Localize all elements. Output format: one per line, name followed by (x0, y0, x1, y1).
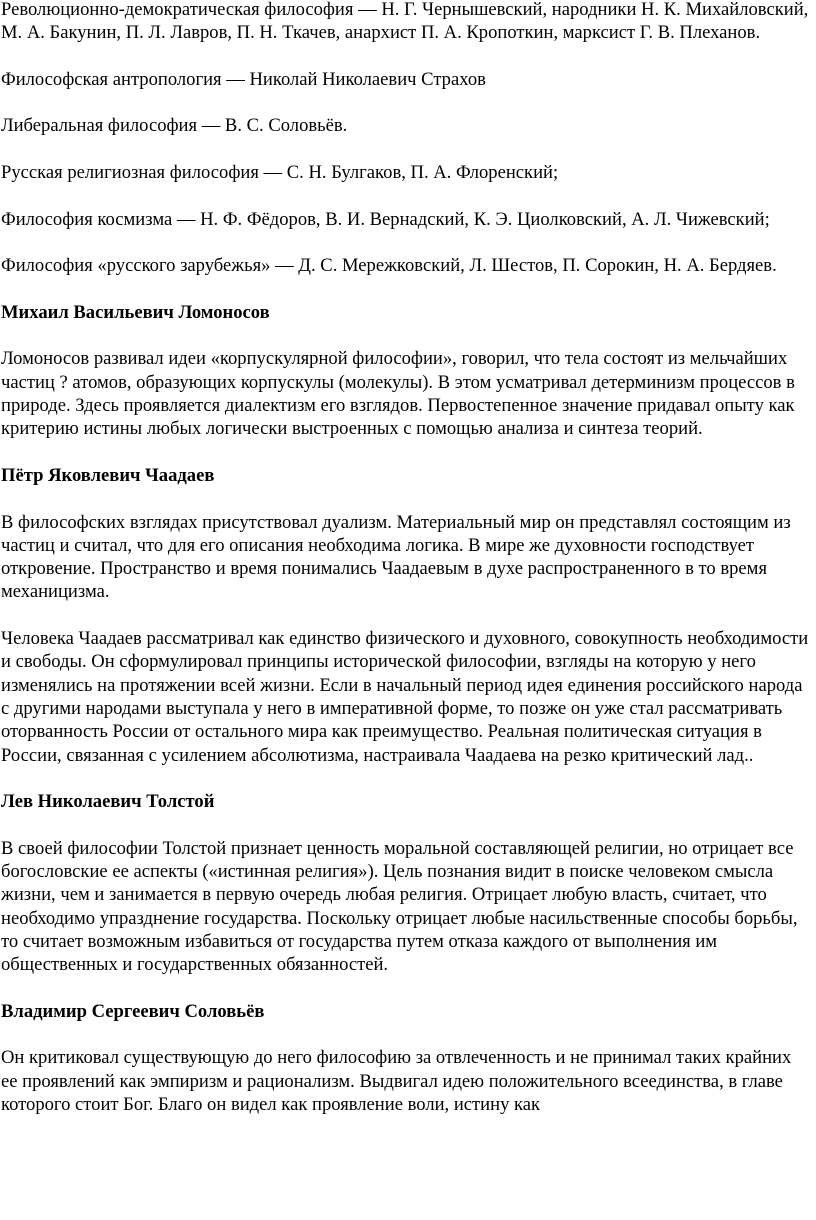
section-heading-tolstoy: Лев Николаевич Толстой (1, 791, 215, 813)
intro-paragraph-2: Философская антропология — Николай Николаевич Страхов (1, 68, 486, 90)
intro-paragraph-5: Философия космизма — Н. Ф. Фёдоров, В. И. Вернадский, К. Э. Циолковский, А. Л. Чижевский; (1, 208, 770, 230)
intro-paragraph-3: Либеральная философия — В. С. Соловьёв. (1, 115, 348, 137)
section-paragraph-solovyov-1: Он критиковал существующую до него философию за отвлеченность и не принимал таких крайних ее проявлений как эмпиризм и рационализм. Выдвигал идею положительного всеединства, в главе которого стоит Бог. Благо он видел как проявление воли, истину как (1, 1047, 792, 1115)
section-heading-chaadaev: Пётр Яковлевич Чаадаев (1, 464, 215, 486)
section-paragraph-tolstoy-1: В своей философии Толстой признает ценность моральной составляющей религии, но отрицает все богословские ее аспекты («истинная религия»). Цель познания видит в поиске человеком смысла жизни, чем и занимается в первую очередь любая религия. Отрицает любую власть, считает, что необходимо упразднение государства. Поскольку отрицает любые насильственные способы борьбы, то считает возможным избавиться от государства путем отказа каждого от выполнения им общественных и государственных обязанностей. (1, 837, 798, 976)
intro-paragraph-6: Философия «русского зарубежья» — Д. С. Мережковский, Л. Шестов, П. Сорокин, Н. А. Бердяев. (1, 255, 777, 277)
section-heading-solovyov: Владимир Сергеевич Соловьёв (1, 1000, 265, 1022)
section-paragraph-chaadaev-1: В философских взглядах присутствовал дуализм. Материальный мир он представлял состоящим из частиц и считал, что для его описания необходима логика. В мире же духовности господствует откровение. Пространство и время понимались Чаадаевым в духе распространенного в то время механицизма. (1, 511, 791, 603)
intro-paragraph-4: Русская религиозная философия — С. Н. Булгаков, П. А. Флоренский; (1, 162, 559, 184)
section-heading-lomonosov: Михаил Васильевич Ломоносов (1, 301, 270, 323)
section-paragraph-lomonosov-1: Ломоносов развивал идеи «корпускулярной философии», говорил, что тела состоят из мельчайших частиц ? атомов, образующих корпускулы (молекулы). В этом усматривал детерминизм процессов в природе. Здесь проявляется диалектизм его взглядов. Первостепенное значение придавал опыту как критерию истины любых логически выстроенных с помощью анализа и синтеза теорий. (1, 348, 795, 440)
section-paragraph-chaadaev-2: Человека Чаадаев рассматривал как единство физического и духовного, совокупность необходимости и свободы. Он сформулировал принципы исторической философии, взгляды на которую у него изменялись на протяжении всей жизни. Если в начальный период идея единения российского народа с другими народами выступала у него в императивной форме, то позже он уже стал рассматривать оторванность России от остального мира как преимущество. Реальная политическая ситуация в России, связанная с усилением абсолютизма, настраивала Чаадаева на резко критический лад.. (1, 628, 809, 766)
intro-paragraph-1: Революционно-демократическая философия — Н. Г. Чернышевский, народники Н. К. Михайловский, М. А. Бакунин, П. Л. Лавров, П. Н. Ткачев, анархист П. А. Кропоткин, марксист Г. В. Плеханов. (1, 0, 809, 44)
